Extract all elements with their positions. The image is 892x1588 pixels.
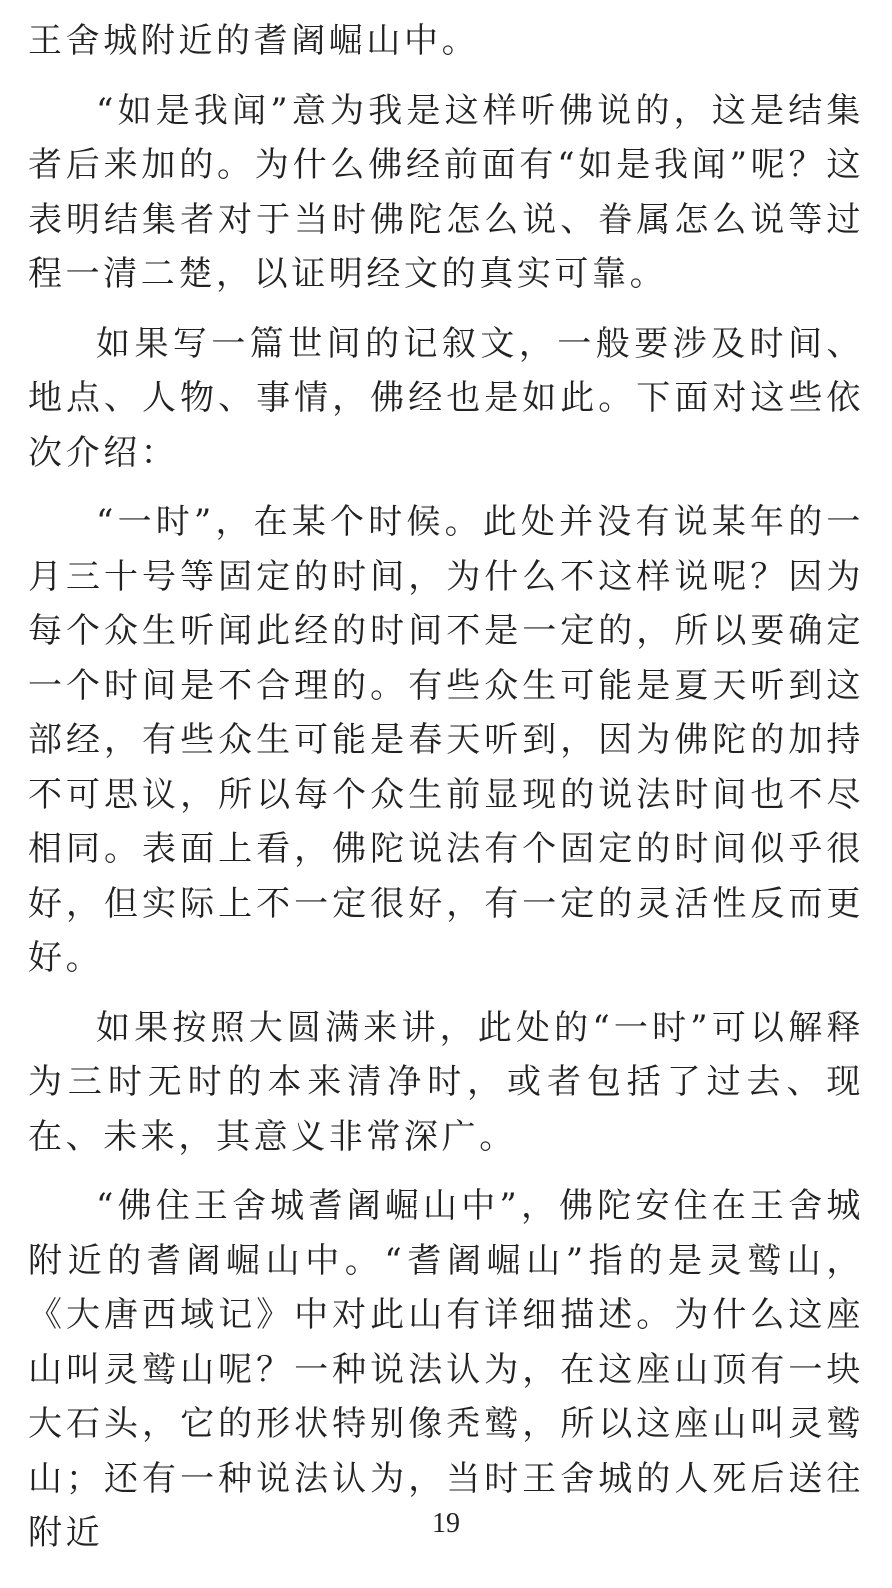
paragraph-continuation: 王舍城附近的耆阇崛山中。 [28, 21, 480, 61]
body-text [28, 14, 864, 1561]
paragraph-dzogchen: 如果按照大圆满来讲，此处的“一时”可以解释为三时无时的本来清净时，或者包括了过去、现在、未来，其意义非常深广。 [28, 1007, 864, 1157]
page-number: 19 [432, 1508, 460, 1539]
paragraph-yishi: “一时”，在某个时候。此处并没有说某年的一月三十号等固定的时间，为什么不这样说呢？因为每个众生听闻此经的时间不是一定的，所以要确定一个时间是不合理的。有些众生可能是夏天听到这部经，有些众生可能是春天听到，因为佛陀的加持不可思议，所以每个众生前显现的说法时间也不尽相同。表面上看，佛陀说法有个固定的时间似乎很好，但实际上不一定很好，有一定的灵活性反而更好。 [28, 502, 864, 978]
paragraph-vulture-peak: “佛住王舍城耆阇崛山中”，佛陀安住在王舍城附近的耆阇崛山中。“耆阇崛山”指的是灵鹫山，《大唐西域记》中对此山有详细描述。为什么这座山叫灵鹫山呢？一种说法认为，在这座山顶有一块大石头，它的形状特别像秃鹫，所以这座山叫灵鹫山；还有一种说法认为，当时王舍城的人死后送往附近 [28, 1186, 864, 1553]
paragraph-rushiwowen: “如是我闻”意为我是这样听佛说的，这是结集者后来加的。为什么佛经前面有“如是我闻”呢？这表明结集者对于当时佛陀怎么说、眷属怎么说等过程一清二楚，以证明经文的真实可靠。 [28, 90, 864, 294]
paragraph-narrative-elements: 如果写一篇世间的记叙文，一般要涉及时间、地点、人物、事情，佛经也是如此。下面对这些依次介绍： [28, 323, 864, 473]
